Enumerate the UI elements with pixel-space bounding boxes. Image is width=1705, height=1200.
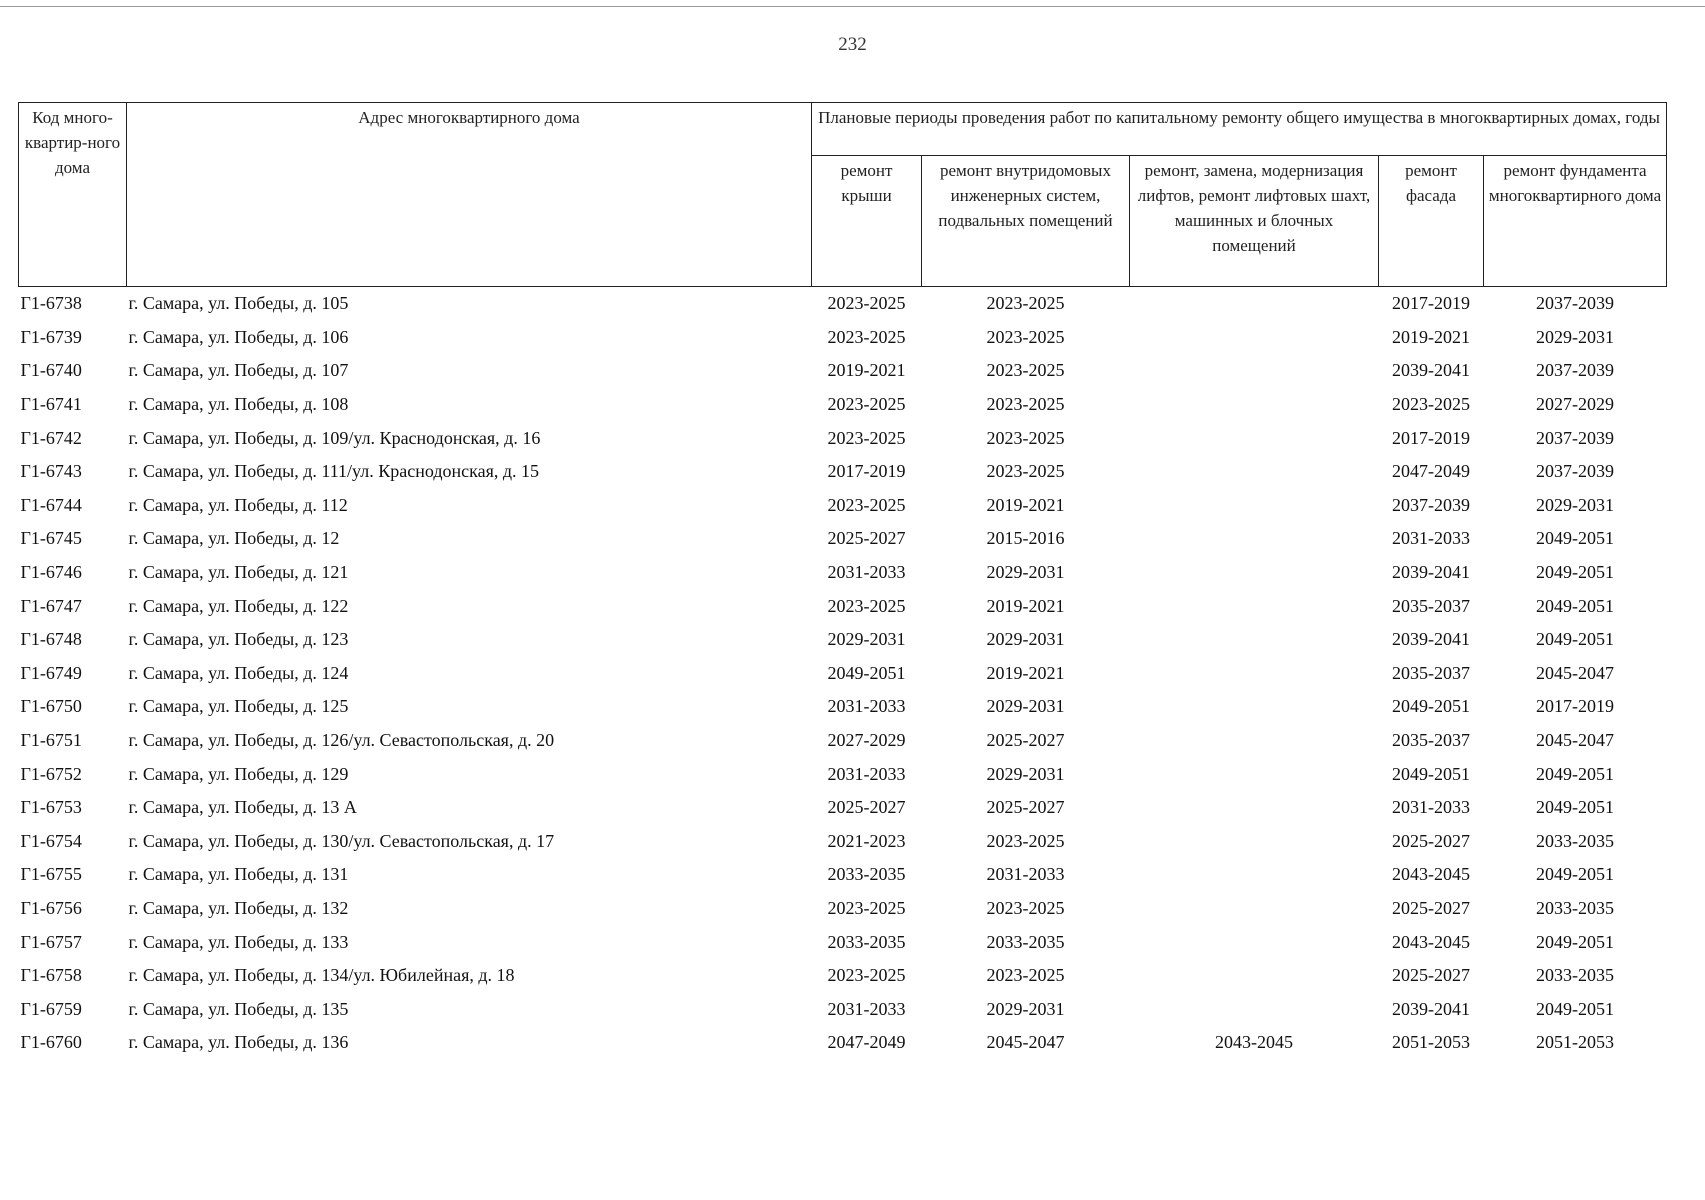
cell-roof: 2031-2033: [827, 562, 906, 583]
cell-elevators: [1130, 892, 1379, 926]
table-row: [19, 489, 1667, 523]
cell-code: Г1-6740: [20, 360, 82, 381]
cell-address: г. Самара, ул. Победы, д. 12: [128, 528, 340, 549]
cell-elevators: [1130, 556, 1379, 590]
table-row: [19, 589, 1667, 623]
cell-facade: 2043-2045: [1392, 864, 1470, 885]
cell-facade: 2039-2041: [1392, 998, 1470, 1019]
cell-code: Г1-6746: [20, 562, 82, 583]
cell-code: Г1-6741: [20, 394, 82, 415]
cell-foundation: 2049-2051: [1536, 595, 1615, 616]
cell-engineering: 2029-2031: [986, 562, 1065, 583]
cell-address: г. Самара, ул. Победы, д. 107: [128, 360, 349, 381]
cell-engineering: 2019-2021: [986, 595, 1065, 616]
cell-elevators: [1130, 287, 1379, 321]
cell-facade: 2049-2051: [1392, 763, 1470, 784]
cell-foundation: 2049-2051: [1536, 864, 1615, 885]
table-row: [19, 959, 1667, 993]
cell-elevators: [1130, 925, 1379, 959]
table-row: [19, 1026, 1667, 1060]
cell-roof: 2019-2021: [827, 360, 906, 381]
cell-address: г. Самара, ул. Победы, д. 124: [128, 662, 349, 683]
table-row: [19, 354, 1667, 388]
cell-facade: 2035-2037: [1392, 662, 1470, 683]
cell-code: Г1-6738: [20, 293, 82, 314]
table-row: [19, 925, 1667, 959]
cell-address: г. Самара, ул. Победы, д. 126/ул. Севастопольская, д. 20: [128, 730, 555, 751]
cell-code: Г1-6755: [20, 864, 82, 885]
cell-facade: 2039-2041: [1392, 629, 1470, 650]
cell-foundation: 2037-2039: [1536, 360, 1615, 381]
cell-foundation: 2027-2029: [1536, 394, 1615, 415]
cell-address: г. Самара, ул. Победы, д. 106: [128, 326, 349, 347]
table-header: [19, 103, 1667, 287]
cell-facade: 2019-2021: [1392, 326, 1470, 347]
cell-engineering: 2023-2025: [986, 830, 1065, 851]
cell-address: г. Самара, ул. Победы, д. 105: [128, 293, 349, 314]
cell-code: Г1-6753: [20, 797, 82, 818]
cell-elevators: [1130, 589, 1379, 623]
repair-schedule-table: [18, 102, 1667, 1060]
table-row: [19, 825, 1667, 859]
cell-roof: 2023-2025: [827, 293, 906, 314]
cell-roof: 2031-2033: [827, 696, 906, 717]
cell-foundation: 2051-2053: [1536, 1032, 1615, 1053]
cell-foundation: 2045-2047: [1536, 662, 1615, 683]
cell-elevators: [1130, 657, 1379, 691]
cell-code: Г1-6759: [20, 998, 82, 1019]
cell-address: г. Самара, ул. Победы, д. 112: [128, 494, 348, 515]
cell-elevators: [1130, 623, 1379, 657]
cell-engineering: 2025-2027: [986, 797, 1065, 818]
cell-address: г. Самара, ул. Победы, д. 129: [128, 763, 349, 784]
table-row: [19, 690, 1667, 724]
cell-roof: 2023-2025: [827, 427, 906, 448]
cell-foundation: 2033-2035: [1536, 897, 1615, 918]
cell-engineering: 2029-2031: [986, 998, 1065, 1019]
cell-facade: 2039-2041: [1392, 360, 1470, 381]
cell-foundation: 2037-2039: [1536, 427, 1615, 448]
cell-facade: 2039-2041: [1392, 562, 1470, 583]
cell-elevators: [1130, 757, 1379, 791]
cell-engineering: 2029-2031: [986, 696, 1065, 717]
cell-engineering: 2023-2025: [986, 427, 1065, 448]
cell-code: Г1-6748: [20, 629, 82, 650]
cell-engineering: 2023-2025: [986, 293, 1065, 314]
cell-engineering: 2033-2035: [986, 931, 1065, 952]
cell-engineering: 2025-2027: [986, 730, 1065, 751]
cell-code: Г1-6744: [20, 494, 82, 515]
cell-engineering: 2031-2033: [986, 864, 1065, 885]
cell-facade: 2049-2051: [1392, 696, 1470, 717]
cell-foundation: 2049-2051: [1536, 998, 1615, 1019]
cell-roof: 2021-2023: [827, 830, 906, 851]
cell-engineering: 2023-2025: [986, 360, 1065, 381]
header-engineering: ремонт внутридомовых инженерных систем, подвальных помещений: [922, 156, 1130, 287]
cell-facade: 2017-2019: [1392, 293, 1470, 314]
cell-engineering: 2045-2047: [986, 1032, 1065, 1053]
cell-facade: 2023-2025: [1392, 394, 1470, 415]
table-row: [19, 757, 1667, 791]
table-row: [19, 388, 1667, 422]
cell-elevators: [1130, 388, 1379, 422]
scan-edge-line: [0, 6, 1705, 7]
cell-engineering: 2023-2025: [986, 394, 1065, 415]
table-row: [19, 556, 1667, 590]
cell-roof: 2027-2029: [827, 730, 906, 751]
cell-engineering: 2029-2031: [986, 763, 1065, 784]
cell-engineering: 2023-2025: [986, 965, 1065, 986]
cell-address: г. Самара, ул. Победы, д. 123: [128, 629, 349, 650]
cell-elevators: [1130, 724, 1379, 758]
header-foundation: ремонт фундамента многоквартирного дома: [1484, 156, 1667, 287]
table-row: [19, 992, 1667, 1026]
cell-code: Г1-6760: [20, 1032, 82, 1053]
cell-address: г. Самара, ул. Победы, д. 111/ул. Краснодонская, д. 15: [128, 461, 540, 482]
table-row: [19, 724, 1667, 758]
cell-foundation: 2049-2051: [1536, 763, 1615, 784]
cell-facade: 2031-2033: [1392, 528, 1470, 549]
cell-elevators: [1130, 858, 1379, 892]
page-number: 232: [838, 34, 867, 55]
header-facade: ремонт фасада: [1379, 156, 1484, 287]
cell-address: г. Самара, ул. Победы, д. 132: [128, 897, 349, 918]
cell-address: г. Самара, ул. Победы, д. 134/ул. Юбилейная, д. 18: [128, 965, 515, 986]
cell-code: Г1-6756: [20, 897, 82, 918]
cell-roof: 2023-2025: [827, 494, 906, 515]
cell-elevators: [1130, 825, 1379, 859]
cell-code: Г1-6752: [20, 763, 82, 784]
cell-roof: 2025-2027: [827, 797, 906, 818]
cell-roof: 2033-2035: [827, 864, 906, 885]
cell-foundation: 2029-2031: [1536, 326, 1615, 347]
cell-elevators: [1130, 791, 1379, 825]
cell-foundation: 2037-2039: [1536, 293, 1615, 314]
cell-elevators: [1130, 522, 1379, 556]
table-row: [19, 421, 1667, 455]
cell-roof: 2025-2027: [827, 528, 906, 549]
cell-facade: 2037-2039: [1392, 494, 1470, 515]
cell-elevators: [1130, 354, 1379, 388]
header-elevators: ремонт, замена, модернизация лифтов, ремонт лифтовых шахт, машинных и блочных помещений: [1130, 156, 1379, 287]
cell-code: Г1-6750: [20, 696, 82, 717]
cell-foundation: 2037-2039: [1536, 461, 1615, 482]
cell-roof: 2023-2025: [827, 326, 906, 347]
cell-facade: 2043-2045: [1392, 931, 1470, 952]
cell-address: г. Самара, ул. Победы, д. 135: [128, 998, 349, 1019]
cell-elevators: 2043-2045: [1215, 1032, 1293, 1053]
cell-roof: 2033-2035: [827, 931, 906, 952]
cell-foundation: 2017-2019: [1536, 696, 1615, 717]
table-row: [19, 858, 1667, 892]
cell-engineering: 2019-2021: [986, 662, 1065, 683]
cell-code: Г1-6749: [20, 662, 82, 683]
cell-engineering: 2023-2025: [986, 897, 1065, 918]
cell-facade: 2051-2053: [1392, 1032, 1470, 1053]
cell-facade: 2035-2037: [1392, 595, 1470, 616]
header-address: Адрес многоквартирного дома: [127, 103, 812, 287]
header-code: Код много-квартир-ного дома: [19, 103, 127, 287]
cell-roof: 2023-2025: [827, 595, 906, 616]
table-row: [19, 287, 1667, 321]
table-row: [19, 321, 1667, 355]
cell-roof: 2017-2019: [827, 461, 906, 482]
cell-address: г. Самара, ул. Победы, д. 136: [128, 1032, 349, 1053]
cell-code: Г1-6757: [20, 931, 82, 952]
table-row: [19, 791, 1667, 825]
cell-elevators: [1130, 489, 1379, 523]
cell-foundation: 2049-2051: [1536, 797, 1615, 818]
cell-address: г. Самара, ул. Победы, д. 108: [128, 394, 349, 415]
table-row: [19, 455, 1667, 489]
cell-elevators: [1130, 959, 1379, 993]
cell-elevators: [1130, 992, 1379, 1026]
cell-code: Г1-6743: [20, 461, 82, 482]
cell-roof: 2031-2033: [827, 998, 906, 1019]
cell-foundation: 2049-2051: [1536, 562, 1615, 583]
cell-foundation: 2049-2051: [1536, 629, 1615, 650]
cell-address: г. Самара, ул. Победы, д. 109/ул. Краснодонская, д. 16: [128, 427, 541, 448]
cell-engineering: 2015-2016: [986, 528, 1065, 549]
cell-roof: 2023-2025: [827, 965, 906, 986]
cell-code: Г1-6754: [20, 830, 82, 851]
cell-code: Г1-6739: [20, 326, 82, 347]
table-row: [19, 522, 1667, 556]
cell-foundation: 2049-2051: [1536, 931, 1615, 952]
table-row: [19, 892, 1667, 926]
cell-roof: 2047-2049: [827, 1032, 906, 1053]
header-roof: ремонт крыши: [812, 156, 922, 287]
cell-engineering: 2023-2025: [986, 326, 1065, 347]
cell-facade: 2017-2019: [1392, 427, 1470, 448]
cell-address: г. Самара, ул. Победы, д. 130/ул. Севастопольская, д. 17: [128, 830, 555, 851]
cell-facade: 2031-2033: [1392, 797, 1470, 818]
cell-foundation: 2049-2051: [1536, 528, 1615, 549]
table-row: [19, 657, 1667, 691]
cell-elevators: [1130, 321, 1379, 355]
cell-engineering: 2023-2025: [986, 461, 1065, 482]
cell-roof: 2023-2025: [827, 394, 906, 415]
cell-roof: 2031-2033: [827, 763, 906, 784]
cell-elevators: [1130, 690, 1379, 724]
cell-facade: 2025-2027: [1392, 897, 1470, 918]
cell-facade: 2035-2037: [1392, 730, 1470, 751]
cell-elevators: [1130, 421, 1379, 455]
cell-foundation: 2045-2047: [1536, 730, 1615, 751]
table-row: [19, 623, 1667, 657]
cell-address: г. Самара, ул. Победы, д. 125: [128, 696, 349, 717]
cell-foundation: 2033-2035: [1536, 965, 1615, 986]
cell-code: Г1-6751: [20, 730, 82, 751]
cell-elevators: [1130, 455, 1379, 489]
cell-engineering: 2029-2031: [986, 629, 1065, 650]
cell-address: г. Самара, ул. Победы, д. 133: [128, 931, 349, 952]
cell-code: Г1-6747: [20, 595, 82, 616]
cell-address: г. Самара, ул. Победы, д. 122: [128, 595, 349, 616]
cell-facade: 2025-2027: [1392, 830, 1470, 851]
table-body: [19, 287, 1667, 1060]
cell-code: Г1-6745: [20, 528, 82, 549]
cell-address: г. Самара, ул. Победы, д. 13 А: [128, 797, 357, 818]
cell-facade: 2025-2027: [1392, 965, 1470, 986]
cell-address: г. Самара, ул. Победы, д. 121: [128, 562, 349, 583]
cell-roof: 2029-2031: [827, 629, 906, 650]
cell-facade: 2047-2049: [1392, 461, 1470, 482]
cell-engineering: 2019-2021: [986, 494, 1065, 515]
cell-code: Г1-6742: [20, 427, 82, 448]
header-planned-periods: Плановые периоды проведения работ по капитальному ремонту общего имущества в многоквартирных домах, годы: [812, 103, 1667, 156]
cell-foundation: 2029-2031: [1536, 494, 1615, 515]
cell-roof: 2023-2025: [827, 897, 906, 918]
cell-address: г. Самара, ул. Победы, д. 131: [128, 864, 349, 885]
cell-code: Г1-6758: [20, 965, 82, 986]
cell-foundation: 2033-2035: [1536, 830, 1615, 851]
cell-roof: 2049-2051: [827, 662, 906, 683]
